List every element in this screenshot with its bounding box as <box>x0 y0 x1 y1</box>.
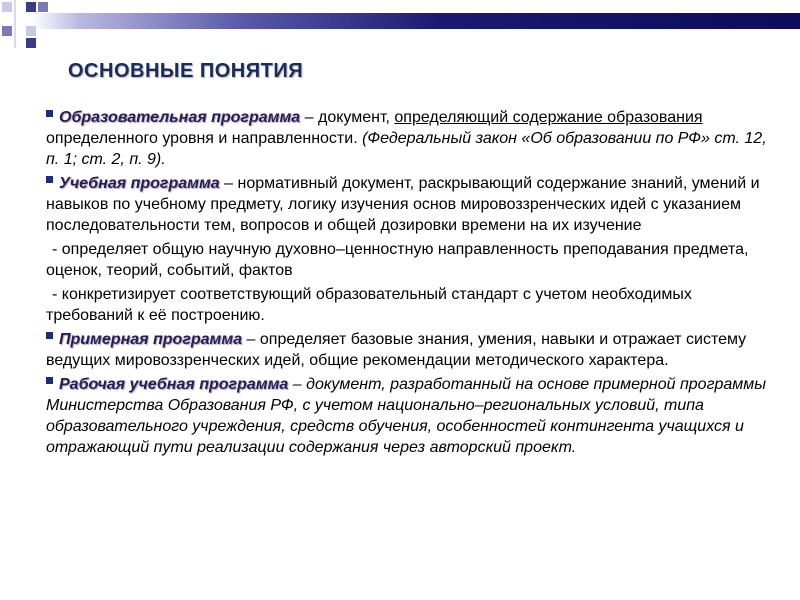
list-item <box>46 107 776 170</box>
term-label: Учебная программа <box>59 175 220 192</box>
decor-square <box>38 2 48 12</box>
content-body <box>46 107 776 461</box>
underlined-text: определяющий содержание образования <box>394 109 703 126</box>
law-reference: (Федеральный закон «Об образовании по РФ» ст. 12, п. 1; ст. 2, п. 9). <box>46 130 767 168</box>
decor-square <box>26 38 36 48</box>
term-label: Рабочая учебная программа <box>59 376 289 393</box>
item-text: – определяет базовые знания, умения, навыки и отражает систему ведущих мировоззренческих идей, общие рекомендации методического характера. <box>46 331 747 369</box>
square-bullet-icon <box>46 332 53 339</box>
term-label: Образовательная программа <box>59 109 301 126</box>
list-item <box>46 173 776 236</box>
list-item <box>46 329 776 371</box>
sub-item-text: - определяет общую научную духовно–ценностную направленность преподавания предмета, оценок, теорий, событий, фактов <box>46 241 749 279</box>
decor-square <box>2 26 12 36</box>
vertical-line <box>14 0 16 48</box>
item-text: – документ, разработанный на основе примерной программы Министерства Образования РФ, с учетом национально–региональных условий, типа образовательного учреждения, средств обучения, особенностей контингента учащихся и отражающий пути реализации содержания через авторский проект. <box>46 376 766 456</box>
item-text: – документ, <box>300 109 395 126</box>
sub-item-text: - конкретизирует соответствующий образовательный стандарт с учетом необходимых требований к её построению. <box>46 286 692 324</box>
square-bullet-icon <box>46 110 53 117</box>
decor-square <box>26 2 36 12</box>
sub-item <box>46 284 776 326</box>
square-bullet-icon <box>46 176 53 183</box>
decor-square <box>26 26 36 36</box>
header-decoration <box>0 0 800 48</box>
page-title: ОСНОВНЫЕ ПОНЯТИЯ <box>68 60 304 82</box>
gradient-bar <box>0 13 800 29</box>
sub-item <box>46 239 776 281</box>
item-text: – нормативный документ, раскрывающий содержание знаний, умений и навыков по учебному предмету, логику изучения основ мировоззренческих идей с указанием последовательности тем, вопросов и общей дозировки времени на их изучение <box>46 175 760 234</box>
term-label: Примерная программа <box>59 331 243 348</box>
square-bullet-icon <box>46 377 53 384</box>
item-text: определенного уровня и направленности. <box>46 130 363 147</box>
list-item <box>46 374 776 458</box>
decor-square <box>2 2 12 12</box>
